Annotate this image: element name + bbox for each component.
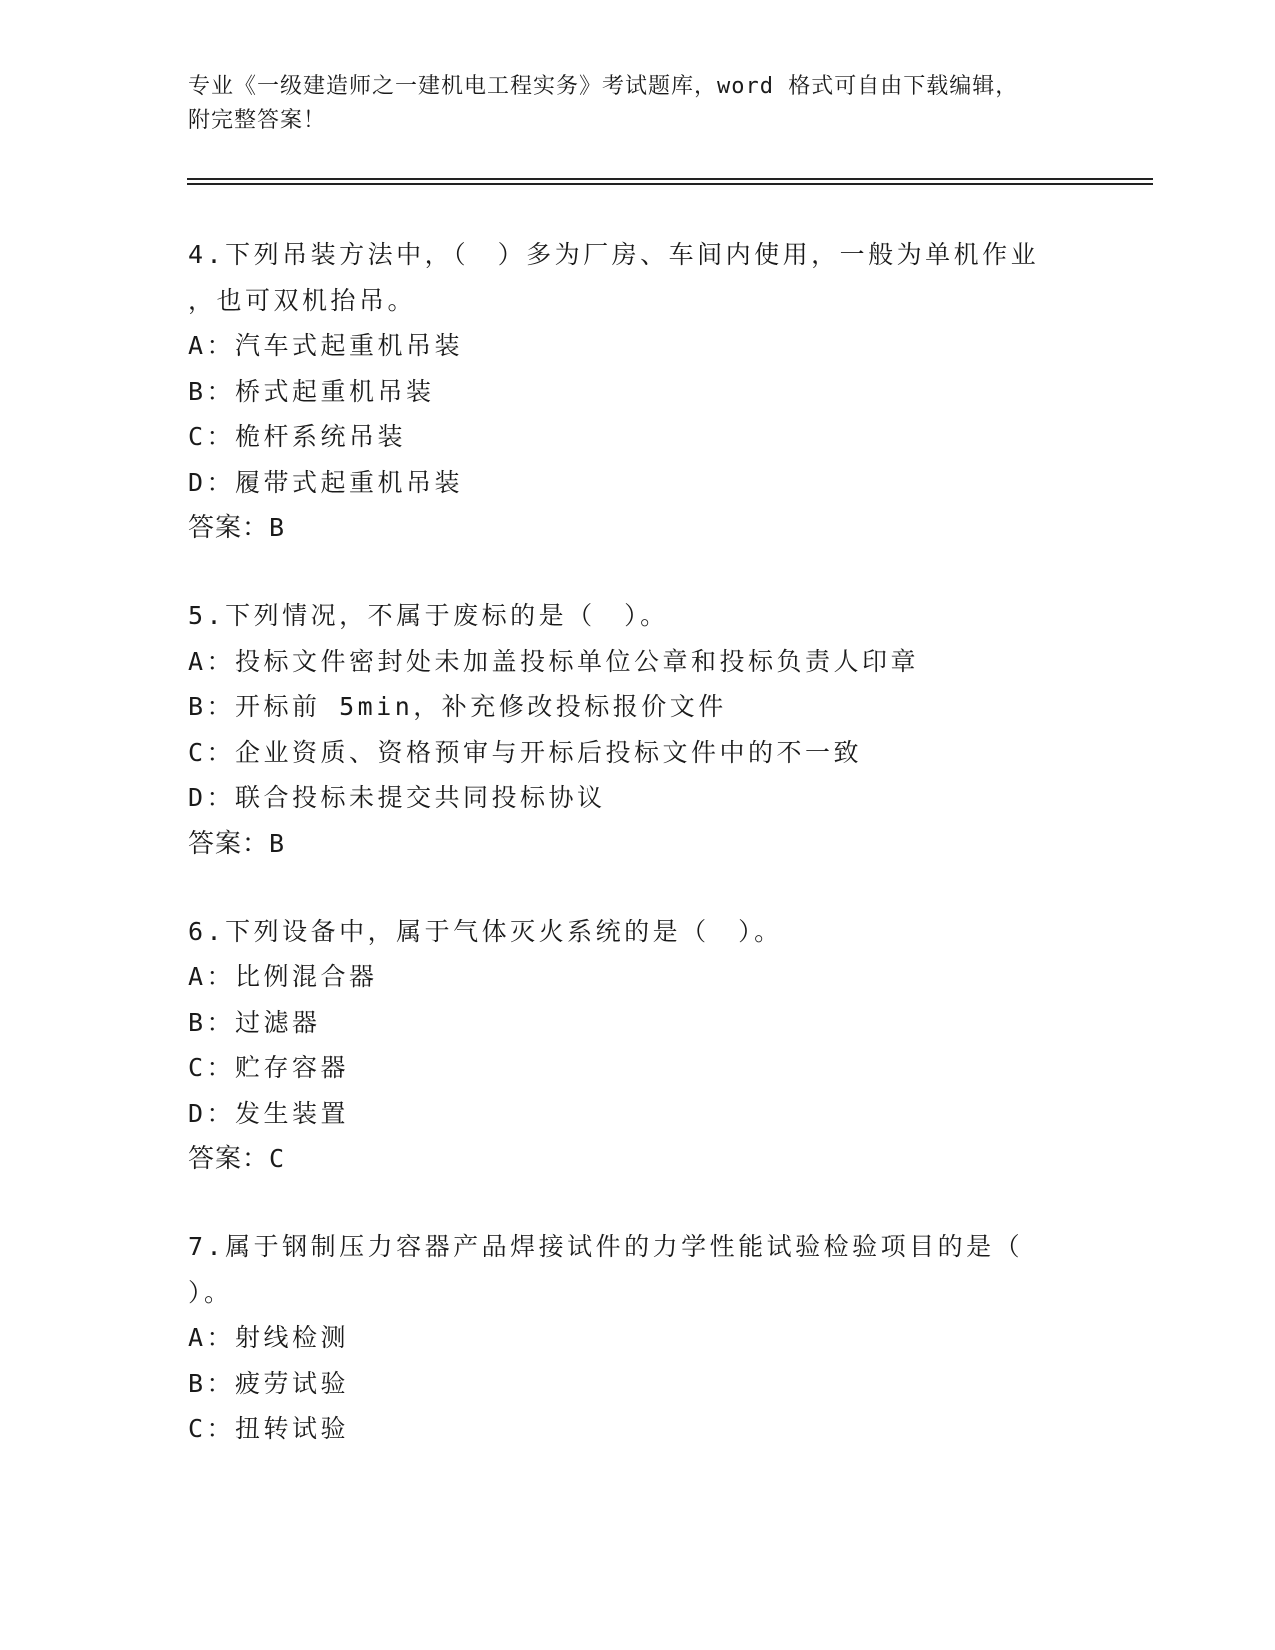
question-stem: 6.下列设备中，属于气体灭火系统的是（ ）。 — [188, 916, 783, 946]
question-6 — [188, 909, 1088, 1183]
question-4 — [188, 232, 1088, 551]
question-list — [188, 232, 1088, 1494]
answer-value: B — [269, 513, 286, 542]
option-a: A：汽车式起重机吊装 — [188, 331, 464, 360]
option-a: A：射线检测 — [188, 1323, 350, 1352]
answer-line — [188, 1136, 1088, 1182]
option-a: A：投标文件密封处未加盖投标单位公章和投标负责人印章 — [188, 646, 920, 676]
answer-label: 答案： — [188, 513, 270, 543]
answer-line — [188, 821, 1088, 867]
option-d: D：发生装置 — [188, 1098, 350, 1128]
header-divider-bottom — [187, 183, 1153, 185]
option-c: C：桅杆系统吊装 — [188, 422, 407, 451]
option-c: C：贮存容器 — [188, 1053, 350, 1082]
option-b: B：疲劳试验 — [188, 1368, 350, 1398]
answer-line — [188, 505, 1088, 551]
option-c: C：企业资质、资格预审与开标后投标文件中的不一致 — [188, 737, 863, 767]
answer-value: B — [269, 828, 286, 858]
header-line-2: 附完整答案！ — [188, 108, 327, 133]
header-line-1: 专业《一级建造师之一建机电工程实务》考试题库，word 格式可自由下载编辑， — [188, 74, 1019, 99]
answer-label: 答案： — [188, 828, 270, 859]
option-b: B：桥式起重机吊装 — [188, 376, 435, 406]
option-d: D：履带式起重机吊装 — [188, 467, 464, 497]
answer-value: C — [269, 1144, 286, 1173]
question-stem: 4.下列吊装方法中，（ ）多为厂房、车间内使用，一般为单机作业 — [188, 240, 1040, 269]
question-5 — [188, 593, 1088, 867]
question-7 — [188, 1224, 1088, 1452]
answer-label: 答案： — [188, 1144, 270, 1174]
question-stem: 5.下列情况，不属于废标的是（ ）。 — [188, 601, 669, 630]
option-c: C：扭转试验 — [188, 1414, 350, 1443]
question-stem: 7.属于钢制压力容器产品焊接试件的力学性能试验检验项目的是（ — [188, 1232, 1024, 1261]
question-stem-continued: ，也可双机抬吊。 — [188, 285, 417, 315]
document-header — [188, 70, 1068, 138]
question-stem-continued: ）。 — [188, 1277, 233, 1307]
header-divider-top — [187, 178, 1153, 180]
option-b: B：开标前 5min，补充修改投标报价文件 — [188, 692, 727, 721]
option-d: D：联合投标未提交共同投标协议 — [188, 783, 606, 812]
option-b: B：过滤器 — [188, 1007, 321, 1037]
option-a: A：比例混合器 — [188, 962, 378, 991]
